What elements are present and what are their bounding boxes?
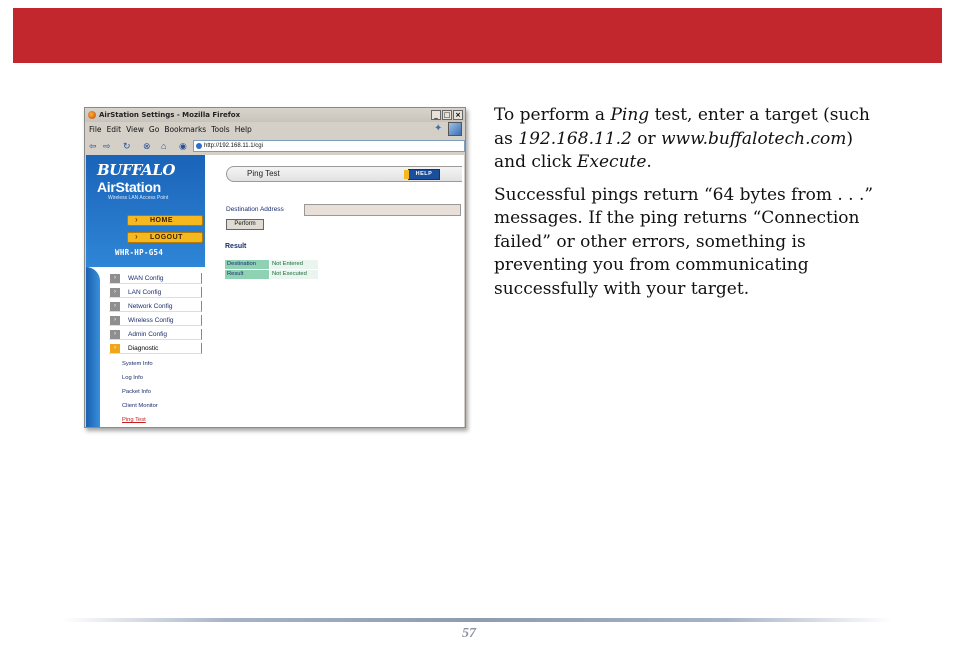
arrow-icon: › xyxy=(110,330,120,339)
sidebar-item-wireless-config[interactable] xyxy=(109,315,202,326)
airstation-logo: AirStation xyxy=(97,179,161,195)
result-key-destination: Destination xyxy=(225,260,269,269)
sidebar-item-label: WAN Config xyxy=(128,275,164,282)
logout-button[interactable]: › LOGOUT xyxy=(127,232,203,243)
help-button[interactable] xyxy=(408,169,440,180)
menu-help[interactable]: Help xyxy=(234,125,252,134)
throbber-icon xyxy=(448,122,462,136)
arrow-icon: › xyxy=(110,274,120,283)
menu-go[interactable]: Go xyxy=(148,125,160,134)
instruction-paragraph-ping: To perform a Ping test, enter a target (such as 192.168.11.2 or www.buffalotech.com) and click Execute. xyxy=(494,105,870,172)
sidebar-menu xyxy=(86,267,205,427)
submenu-client-monitor[interactable]: Client Monitor xyxy=(122,403,158,409)
window-controls xyxy=(431,110,463,120)
forward-icon[interactable]: ⇨ xyxy=(103,141,111,151)
footer-rule xyxy=(62,618,892,622)
sidebar-item-diagnostic[interactable] xyxy=(109,343,202,354)
router-sidebar xyxy=(86,155,205,427)
result-key-result: Result xyxy=(225,270,269,279)
window-titlebar xyxy=(85,108,465,122)
menu-view[interactable]: View xyxy=(126,125,144,134)
perform-button[interactable]: Perform xyxy=(226,219,264,230)
page-icon xyxy=(196,143,202,149)
destination-address-label: Destination Address xyxy=(226,206,284,213)
arrow-icon: › xyxy=(110,316,120,325)
browser-window xyxy=(84,107,466,428)
result-value-result: Not Executed xyxy=(270,270,318,279)
sidebar-item-network-config[interactable] xyxy=(109,301,202,312)
instructions-text xyxy=(494,104,884,310)
arrow-icon: › xyxy=(110,344,120,353)
help-accent xyxy=(404,170,409,179)
menu-edit[interactable]: Edit xyxy=(106,125,122,134)
back-icon[interactable]: ⇦ xyxy=(89,141,97,151)
extension-icon[interactable]: ✦ xyxy=(434,123,443,134)
submenu-log-info[interactable]: Log Info xyxy=(122,375,143,381)
firefox-icon xyxy=(88,111,96,119)
page-viewport xyxy=(86,155,464,427)
sidebar-item-label: Admin Config xyxy=(128,331,168,338)
globe-icon: ◉ xyxy=(179,141,187,151)
submenu-ping-test[interactable]: Ping Test xyxy=(122,417,146,423)
model-name: WHR-HP-G54 xyxy=(115,248,164,257)
minimize-button[interactable]: _ xyxy=(431,110,441,120)
submenu-system-info[interactable]: System Info xyxy=(122,361,153,367)
result-heading: Result xyxy=(225,243,247,250)
sidebar-item-label: Diagnostic xyxy=(128,345,159,352)
page-number: 57 xyxy=(462,626,476,641)
buffalo-logo: BUFFALO xyxy=(97,161,175,179)
result-value-destination: Not Entered xyxy=(270,260,318,269)
instruction-paragraph-results: Successful pings return “64 bytes from . . .” messages. If the ping returns “Connection failed” or other errors, something is preventing you from communicating successfully with your target. xyxy=(494,184,874,299)
top-banner xyxy=(13,8,942,63)
panel-title: Ping Test xyxy=(226,166,462,182)
sidebar-item-label: LAN Config xyxy=(128,289,162,296)
destination-address-input[interactable] xyxy=(304,204,461,216)
menu-tools[interactable]: Tools xyxy=(211,125,230,134)
url-text: http://192.168.11.1/cgi xyxy=(204,143,263,149)
close-button[interactable]: × xyxy=(453,110,463,120)
sidebar-item-label: Network Config xyxy=(128,303,173,310)
sidebar-item-lan-config[interactable] xyxy=(109,287,202,298)
sidebar-header xyxy=(86,155,205,267)
home-icon[interactable]: ⌂ xyxy=(161,141,167,151)
maximize-button[interactable]: □ xyxy=(443,111,451,119)
help-label: HELP xyxy=(415,171,433,177)
sidebar-item-wan-config[interactable] xyxy=(109,273,202,284)
browser-menubar xyxy=(85,123,465,136)
menu-bookmarks[interactable]: Bookmarks xyxy=(164,125,207,134)
stop-icon[interactable]: ⊗ xyxy=(143,141,151,151)
arrow-icon: › xyxy=(110,288,120,297)
reload-icon[interactable]: ↻ xyxy=(123,141,131,151)
arrow-icon: › xyxy=(110,302,120,311)
sidebar-item-label: Wireless Config xyxy=(128,317,174,324)
menu-file[interactable]: File xyxy=(89,125,102,134)
home-button[interactable]: › HOME xyxy=(127,215,203,226)
submenu-packet-info[interactable]: Packet Info xyxy=(122,389,152,395)
navigation-toolbar xyxy=(85,138,465,154)
window-title: AirStation Settings - Mozilla Firefox xyxy=(99,111,241,119)
sidebar-item-admin-config[interactable] xyxy=(109,329,202,340)
product-tagline: Wireless LAN Access Point xyxy=(108,195,169,201)
url-bar[interactable] xyxy=(193,140,465,152)
